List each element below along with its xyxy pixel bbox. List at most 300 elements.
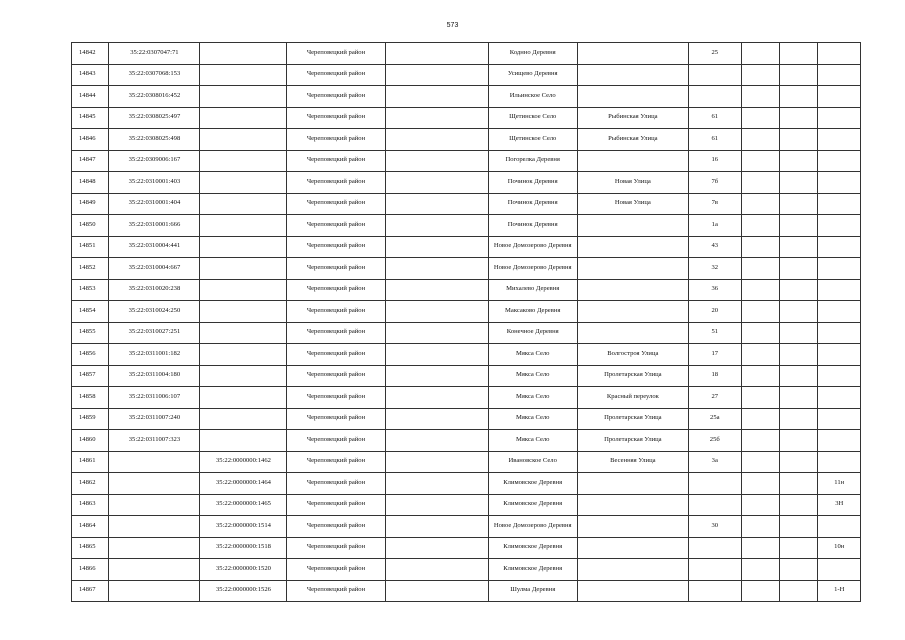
street-cell: Пролетарская Улица — [577, 365, 688, 387]
row-number-cell: 14848 — [72, 172, 109, 194]
structure-cell — [780, 172, 818, 194]
empty-cell — [385, 107, 488, 129]
cadastral-number-cell: 35:22:0310020:238 — [109, 279, 200, 301]
empty-cell — [385, 387, 488, 409]
row-number-cell: 14861 — [72, 451, 109, 473]
street-cell — [577, 236, 688, 258]
apartment-cell — [818, 430, 861, 452]
street-cell — [577, 150, 688, 172]
structure-cell — [780, 258, 818, 280]
street-cell: Красный переулок — [577, 387, 688, 409]
house-number-cell — [688, 537, 741, 559]
district-cell: Череповецкий район — [287, 516, 385, 538]
alt-cadastral-number-cell — [200, 236, 287, 258]
street-cell — [577, 43, 688, 65]
street-cell: Новая Улица — [577, 172, 688, 194]
alt-cadastral-number-cell: 35:22:0000000:1526 — [200, 580, 287, 602]
house-number-cell — [688, 473, 741, 495]
table-row — [72, 365, 861, 387]
district-cell: Череповецкий район — [287, 279, 385, 301]
district-cell: Череповецкий район — [287, 64, 385, 86]
row-number-cell: 14842 — [72, 43, 109, 65]
district-cell: Череповецкий район — [287, 387, 385, 409]
building-cell — [741, 236, 779, 258]
row-number-cell: 14845 — [72, 107, 109, 129]
cadastral-number-cell — [109, 494, 200, 516]
registry-table — [71, 42, 861, 602]
row-number-cell: 14860 — [72, 430, 109, 452]
empty-cell — [385, 215, 488, 237]
house-number-cell: 7в — [688, 193, 741, 215]
house-number-cell: 27 — [688, 387, 741, 409]
settlement-cell: Мякса Село — [488, 408, 577, 430]
house-number-cell: 18 — [688, 365, 741, 387]
building-cell — [741, 408, 779, 430]
row-number-cell: 14847 — [72, 150, 109, 172]
alt-cadastral-number-cell: 35:22:0000000:1462 — [200, 451, 287, 473]
structure-cell — [780, 451, 818, 473]
table-row — [72, 258, 861, 280]
structure-cell — [780, 365, 818, 387]
building-cell — [741, 559, 779, 581]
alt-cadastral-number-cell — [200, 43, 287, 65]
structure-cell — [780, 236, 818, 258]
apartment-cell — [818, 387, 861, 409]
house-number-cell: 36 — [688, 279, 741, 301]
settlement-cell: Щетинское Село — [488, 107, 577, 129]
apartment-cell — [818, 43, 861, 65]
settlement-cell: Михалево Деревня — [488, 279, 577, 301]
empty-cell — [385, 150, 488, 172]
house-number-cell: 1а — [688, 215, 741, 237]
apartment-cell — [818, 107, 861, 129]
row-number-cell: 14866 — [72, 559, 109, 581]
house-number-cell: 17 — [688, 344, 741, 366]
apartment-cell — [818, 559, 861, 581]
empty-cell — [385, 86, 488, 108]
cadastral-number-cell — [109, 451, 200, 473]
house-number-cell: 20 — [688, 301, 741, 323]
settlement-cell: Починок Деревня — [488, 193, 577, 215]
street-cell — [577, 258, 688, 280]
settlement-cell: Коднно Деревня — [488, 43, 577, 65]
empty-cell — [385, 365, 488, 387]
row-number-cell: 14862 — [72, 473, 109, 495]
cadastral-number-cell: 35:22:0310004:441 — [109, 236, 200, 258]
cadastral-number-cell: 35:22:0309006:167 — [109, 150, 200, 172]
structure-cell — [780, 64, 818, 86]
table-row — [72, 215, 861, 237]
row-number-cell: 14865 — [72, 537, 109, 559]
empty-cell — [385, 301, 488, 323]
alt-cadastral-number-cell: 35:22:0000000:1520 — [200, 559, 287, 581]
apartment-cell — [818, 193, 861, 215]
page-number: 573 — [446, 22, 459, 29]
street-cell — [577, 64, 688, 86]
empty-cell — [385, 537, 488, 559]
settlement-cell: Новое Домозерово Деревня — [488, 516, 577, 538]
building-cell — [741, 86, 779, 108]
street-cell — [577, 473, 688, 495]
alt-cadastral-number-cell — [200, 322, 287, 344]
cadastral-number-cell: 35:22:0310004:667 — [109, 258, 200, 280]
empty-cell — [385, 129, 488, 151]
structure-cell — [780, 43, 818, 65]
structure-cell — [780, 408, 818, 430]
table-row — [72, 430, 861, 452]
apartment-cell: 11н — [818, 473, 861, 495]
cadastral-number-cell: 35:22:0310001:666 — [109, 215, 200, 237]
building-cell — [741, 580, 779, 602]
empty-cell — [385, 559, 488, 581]
row-number-cell: 14850 — [72, 215, 109, 237]
row-number-cell: 14867 — [72, 580, 109, 602]
row-number-cell: 14853 — [72, 279, 109, 301]
table-row — [72, 150, 861, 172]
settlement-cell: Мякса Село — [488, 344, 577, 366]
apartment-cell — [818, 516, 861, 538]
apartment-cell — [818, 365, 861, 387]
house-number-cell: 43 — [688, 236, 741, 258]
district-cell: Череповецкий район — [287, 494, 385, 516]
street-cell — [577, 322, 688, 344]
district-cell: Череповецкий район — [287, 430, 385, 452]
empty-cell — [385, 344, 488, 366]
cadastral-number-cell: 35:22:0310024:250 — [109, 301, 200, 323]
structure-cell — [780, 516, 818, 538]
apartment-cell — [818, 215, 861, 237]
street-cell — [577, 494, 688, 516]
building-cell — [741, 150, 779, 172]
cadastral-number-cell — [109, 559, 200, 581]
building-cell — [741, 301, 779, 323]
district-cell: Череповецкий район — [287, 473, 385, 495]
table-row — [72, 408, 861, 430]
empty-cell — [385, 430, 488, 452]
row-number-cell: 14849 — [72, 193, 109, 215]
district-cell: Череповецкий район — [287, 408, 385, 430]
cadastral-number-cell — [109, 473, 200, 495]
street-cell: Весенняя Улица — [577, 451, 688, 473]
street-cell — [577, 301, 688, 323]
house-number-cell: 51 — [688, 322, 741, 344]
settlement-cell: Шулма Деревня — [488, 580, 577, 602]
structure-cell — [780, 107, 818, 129]
settlement-cell: Конечное Деревня — [488, 322, 577, 344]
cadastral-number-cell: 35:22:0311006:107 — [109, 387, 200, 409]
settlement-cell: Новое Домозерово Деревня — [488, 258, 577, 280]
alt-cadastral-number-cell — [200, 172, 287, 194]
alt-cadastral-number-cell: 35:22:0000000:1518 — [200, 537, 287, 559]
row-number-cell: 14846 — [72, 129, 109, 151]
empty-cell — [385, 172, 488, 194]
street-cell — [577, 580, 688, 602]
building-cell — [741, 494, 779, 516]
apartment-cell — [818, 64, 861, 86]
building-cell — [741, 473, 779, 495]
alt-cadastral-number-cell — [200, 387, 287, 409]
street-cell — [577, 215, 688, 237]
empty-cell — [385, 64, 488, 86]
house-number-cell — [688, 64, 741, 86]
settlement-cell: Починок Деревня — [488, 172, 577, 194]
cadastral-number-cell: 35:22:0307068:153 — [109, 64, 200, 86]
settlement-cell: Усищево Деревня — [488, 64, 577, 86]
alt-cadastral-number-cell: 35:22:0000000:1465 — [200, 494, 287, 516]
street-cell: Волгостроя Улица — [577, 344, 688, 366]
alt-cadastral-number-cell — [200, 279, 287, 301]
building-cell — [741, 64, 779, 86]
structure-cell — [780, 537, 818, 559]
district-cell: Череповецкий район — [287, 344, 385, 366]
building-cell — [741, 322, 779, 344]
apartment-cell — [818, 322, 861, 344]
alt-cadastral-number-cell — [200, 258, 287, 280]
street-cell: Рыбинская Улица — [577, 107, 688, 129]
table-row — [72, 344, 861, 366]
building-cell — [741, 43, 779, 65]
apartment-cell — [818, 172, 861, 194]
district-cell: Череповецкий район — [287, 86, 385, 108]
cadastral-number-cell — [109, 537, 200, 559]
structure-cell — [780, 279, 818, 301]
alt-cadastral-number-cell — [200, 86, 287, 108]
district-cell: Череповецкий район — [287, 215, 385, 237]
building-cell — [741, 387, 779, 409]
structure-cell — [780, 430, 818, 452]
house-number-cell: 25а — [688, 408, 741, 430]
alt-cadastral-number-cell: 35:22:0000000:1514 — [200, 516, 287, 538]
empty-cell — [385, 258, 488, 280]
house-number-cell: 7б — [688, 172, 741, 194]
table-row — [72, 172, 861, 194]
empty-cell — [385, 408, 488, 430]
empty-cell — [385, 473, 488, 495]
apartment-cell — [818, 408, 861, 430]
street-cell — [577, 537, 688, 559]
cadastral-number-cell: 35:22:0308025:497 — [109, 107, 200, 129]
alt-cadastral-number-cell — [200, 430, 287, 452]
house-number-cell: 16 — [688, 150, 741, 172]
settlement-cell: Новое Домозерово Деревня — [488, 236, 577, 258]
table-row — [72, 193, 861, 215]
empty-cell — [385, 516, 488, 538]
empty-cell — [385, 322, 488, 344]
row-number-cell: 14863 — [72, 494, 109, 516]
district-cell: Череповецкий район — [287, 301, 385, 323]
table-row — [72, 494, 861, 516]
settlement-cell: Климовское Деревня — [488, 494, 577, 516]
district-cell: Череповецкий район — [287, 193, 385, 215]
structure-cell — [780, 86, 818, 108]
apartment-cell: 10н — [818, 537, 861, 559]
table-row — [72, 451, 861, 473]
structure-cell — [780, 387, 818, 409]
cadastral-number-cell: 35:22:0311004:180 — [109, 365, 200, 387]
structure-cell — [780, 150, 818, 172]
table-row — [72, 86, 861, 108]
row-number-cell: 14844 — [72, 86, 109, 108]
alt-cadastral-number-cell: 35:22:0000000:1464 — [200, 473, 287, 495]
house-number-cell: 32 — [688, 258, 741, 280]
district-cell: Череповецкий район — [287, 559, 385, 581]
apartment-cell: 3Н — [818, 494, 861, 516]
district-cell: Череповецкий район — [287, 236, 385, 258]
house-number-cell — [688, 86, 741, 108]
apartment-cell — [818, 236, 861, 258]
house-number-cell — [688, 494, 741, 516]
cadastral-number-cell: 35:22:0308025:498 — [109, 129, 200, 151]
building-cell — [741, 129, 779, 151]
settlement-cell: Починок Деревня — [488, 215, 577, 237]
cadastral-number-cell: 35:22:0311001:182 — [109, 344, 200, 366]
table-row — [72, 129, 861, 151]
empty-cell — [385, 279, 488, 301]
house-number-cell — [688, 580, 741, 602]
district-cell: Череповецкий район — [287, 150, 385, 172]
table-row — [72, 473, 861, 495]
row-number-cell: 14854 — [72, 301, 109, 323]
row-number-cell: 14856 — [72, 344, 109, 366]
street-cell: Пролетарская Улица — [577, 408, 688, 430]
table-row — [72, 322, 861, 344]
empty-cell — [385, 451, 488, 473]
settlement-cell: Погорелка Деревня — [488, 150, 577, 172]
street-cell: Новая Улица — [577, 193, 688, 215]
district-cell: Череповецкий район — [287, 107, 385, 129]
alt-cadastral-number-cell — [200, 365, 287, 387]
street-cell: Рыбинская Улица — [577, 129, 688, 151]
structure-cell — [780, 301, 818, 323]
alt-cadastral-number-cell — [200, 408, 287, 430]
house-number-cell — [688, 559, 741, 581]
building-cell — [741, 107, 779, 129]
house-number-cell: 3а — [688, 451, 741, 473]
table-row — [72, 580, 861, 602]
structure-cell — [780, 559, 818, 581]
house-number-cell: 25 — [688, 43, 741, 65]
cadastral-number-cell: 35:22:0310001:403 — [109, 172, 200, 194]
settlement-cell: Ильинское Село — [488, 86, 577, 108]
structure-cell — [780, 580, 818, 602]
district-cell: Череповецкий район — [287, 365, 385, 387]
alt-cadastral-number-cell — [200, 215, 287, 237]
house-number-cell: 61 — [688, 129, 741, 151]
table-row — [72, 559, 861, 581]
cadastral-number-cell — [109, 516, 200, 538]
district-cell: Череповецкий район — [287, 172, 385, 194]
row-number-cell: 14858 — [72, 387, 109, 409]
apartment-cell — [818, 451, 861, 473]
house-number-cell: 25б — [688, 430, 741, 452]
settlement-cell: Мякса Село — [488, 387, 577, 409]
building-cell — [741, 258, 779, 280]
settlement-cell: Ивановское Село — [488, 451, 577, 473]
structure-cell — [780, 322, 818, 344]
cadastral-number-cell — [109, 580, 200, 602]
table-row — [72, 301, 861, 323]
district-cell: Череповецкий район — [287, 258, 385, 280]
alt-cadastral-number-cell — [200, 344, 287, 366]
alt-cadastral-number-cell — [200, 64, 287, 86]
street-cell: Пролетарская Улица — [577, 430, 688, 452]
cadastral-number-cell: 35:22:0311007:240 — [109, 408, 200, 430]
alt-cadastral-number-cell — [200, 150, 287, 172]
apartment-cell — [818, 258, 861, 280]
settlement-cell: Климовское Деревня — [488, 537, 577, 559]
building-cell — [741, 451, 779, 473]
settlement-cell: Климовское Деревня — [488, 559, 577, 581]
apartment-cell — [818, 344, 861, 366]
table-row — [72, 64, 861, 86]
structure-cell — [780, 129, 818, 151]
registry-body — [72, 43, 861, 602]
structure-cell — [780, 215, 818, 237]
apartment-cell — [818, 279, 861, 301]
structure-cell — [780, 193, 818, 215]
cadastral-number-cell: 35:22:0308016:452 — [109, 86, 200, 108]
apartment-cell — [818, 150, 861, 172]
row-number-cell: 14855 — [72, 322, 109, 344]
house-number-cell: 30 — [688, 516, 741, 538]
structure-cell — [780, 473, 818, 495]
district-cell: Череповецкий район — [287, 580, 385, 602]
row-number-cell: 14859 — [72, 408, 109, 430]
structure-cell — [780, 494, 818, 516]
structure-cell — [780, 344, 818, 366]
apartment-cell: 1-Н — [818, 580, 861, 602]
house-number-cell: 61 — [688, 107, 741, 129]
building-cell — [741, 365, 779, 387]
row-number-cell: 14843 — [72, 64, 109, 86]
apartment-cell — [818, 86, 861, 108]
street-cell — [577, 279, 688, 301]
district-cell: Череповецкий район — [287, 322, 385, 344]
district-cell: Череповецкий район — [287, 451, 385, 473]
empty-cell — [385, 43, 488, 65]
alt-cadastral-number-cell — [200, 129, 287, 151]
alt-cadastral-number-cell — [200, 107, 287, 129]
settlement-cell: Мякса Село — [488, 430, 577, 452]
building-cell — [741, 516, 779, 538]
settlement-cell: Щетинское Село — [488, 129, 577, 151]
apartment-cell — [818, 129, 861, 151]
settlement-cell: Климовское Деревня — [488, 473, 577, 495]
street-cell — [577, 559, 688, 581]
cadastral-number-cell: 35:22:0311007:323 — [109, 430, 200, 452]
empty-cell — [385, 580, 488, 602]
table-row — [72, 279, 861, 301]
building-cell — [741, 193, 779, 215]
cadastral-number-cell: 35:22:0307047:71 — [109, 43, 200, 65]
building-cell — [741, 172, 779, 194]
empty-cell — [385, 494, 488, 516]
street-cell — [577, 516, 688, 538]
alt-cadastral-number-cell — [200, 301, 287, 323]
district-cell: Череповецкий район — [287, 43, 385, 65]
cadastral-number-cell: 35:22:0310001:404 — [109, 193, 200, 215]
district-cell: Череповецкий район — [287, 537, 385, 559]
alt-cadastral-number-cell — [200, 193, 287, 215]
table-row — [72, 43, 861, 65]
row-number-cell: 14864 — [72, 516, 109, 538]
building-cell — [741, 430, 779, 452]
table-row — [72, 107, 861, 129]
settlement-cell: Максаково Деревня — [488, 301, 577, 323]
table-row — [72, 236, 861, 258]
row-number-cell: 14851 — [72, 236, 109, 258]
row-number-cell: 14857 — [72, 365, 109, 387]
